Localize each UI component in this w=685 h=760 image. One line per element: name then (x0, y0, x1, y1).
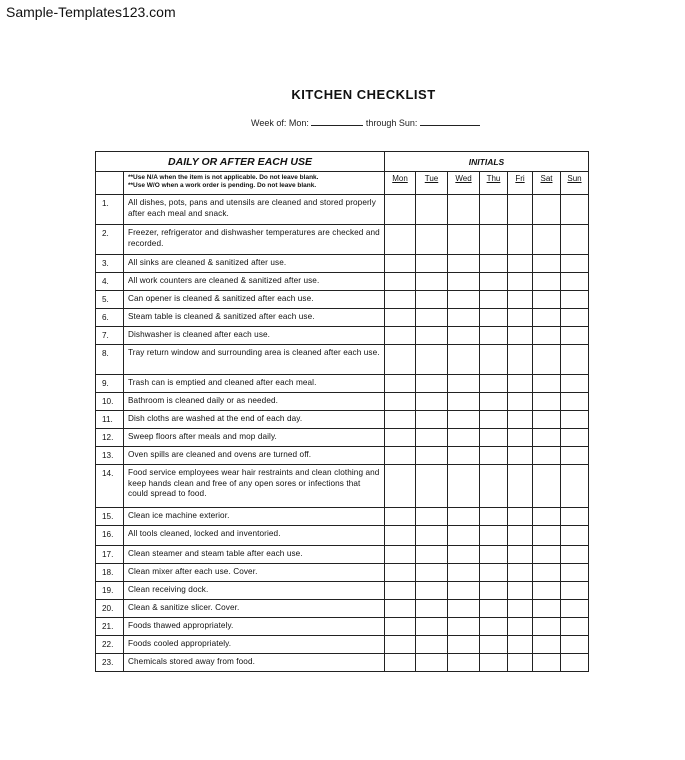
initials-cell-tue[interactable] (416, 618, 448, 636)
initials-cell-mon[interactable] (385, 636, 416, 654)
initials-cell-fri[interactable] (508, 636, 533, 654)
initials-cell-sun[interactable] (561, 345, 589, 375)
task-description: All tools cleaned, locked and inventoried. (124, 526, 385, 546)
initials-header: INITIALS (385, 152, 589, 172)
initials-cell-fri[interactable] (508, 429, 533, 447)
initials-cell-fri[interactable] (508, 654, 533, 672)
task-description: Sweep floors after meals and mop daily. (124, 429, 385, 447)
initials-cell-sun[interactable] (561, 273, 589, 291)
initials-cell-sun[interactable] (561, 654, 589, 672)
row-number: 4. (96, 273, 124, 291)
initials-cell-tue[interactable] (416, 255, 448, 273)
checklist-row (96, 429, 589, 447)
row-number: 20. (96, 600, 124, 618)
initials-cell-wed[interactable] (448, 273, 480, 291)
initials-cell-mon[interactable] (385, 195, 416, 225)
initials-cell-mon[interactable] (385, 618, 416, 636)
initials-cell-sun[interactable] (561, 375, 589, 393)
checklist-row (96, 375, 589, 393)
initials-cell-fri[interactable] (508, 255, 533, 273)
task-description: Steam table is cleaned & sanitized after each use. (124, 309, 385, 327)
initials-cell-fri[interactable] (508, 375, 533, 393)
task-description: Clean & sanitize slicer. Cover. (124, 600, 385, 618)
initials-cell-tue[interactable] (416, 654, 448, 672)
initials-cell-fri[interactable] (508, 273, 533, 291)
initials-cell-sun[interactable] (561, 447, 589, 465)
initials-cell-sat[interactable] (533, 564, 561, 582)
checklist-row (96, 508, 589, 526)
day-header-fri (508, 172, 533, 195)
initials-cell-mon[interactable] (385, 546, 416, 564)
initials-cell-sun[interactable] (561, 508, 589, 526)
initials-cell-mon[interactable] (385, 255, 416, 273)
initials-cell-sat[interactable] (533, 465, 561, 508)
row-number: 15. (96, 508, 124, 526)
blank-num-header (96, 172, 124, 195)
initials-cell-mon[interactable] (385, 327, 416, 345)
instructions-note (124, 172, 385, 195)
task-description: Foods cooled appropriately. (124, 636, 385, 654)
row-number: 5. (96, 291, 124, 309)
initials-cell-wed[interactable] (448, 255, 480, 273)
initials-cell-wed[interactable] (448, 309, 480, 327)
note-line-1: **Use N/A when the item is not applicable. Do not leave blank. (128, 174, 319, 181)
day-header-thu (480, 172, 508, 195)
initials-cell-sun[interactable] (561, 255, 589, 273)
initials-cell-sat[interactable] (533, 582, 561, 600)
initials-cell-sat[interactable] (533, 195, 561, 225)
task-description: All dishes, pots, pans and utensils are cleaned and stored properly after each meal and snack. (124, 195, 385, 225)
initials-cell-fri[interactable] (508, 291, 533, 309)
initials-cell-fri[interactable] (508, 465, 533, 508)
mon-date-blank[interactable] (311, 116, 363, 126)
initials-cell-sun[interactable] (561, 327, 589, 345)
task-description: Freezer, refrigerator and dishwasher temperatures are checked and recorded. (124, 225, 385, 255)
page-title: KITCHEN CHECKLIST (291, 87, 436, 102)
initials-cell-thu[interactable] (480, 291, 508, 309)
initials-cell-sat[interactable] (533, 508, 561, 526)
checklist-row (96, 195, 589, 225)
initials-cell-fri[interactable] (508, 508, 533, 526)
initials-cell-wed[interactable] (448, 345, 480, 375)
initials-cell-mon[interactable] (385, 309, 416, 327)
initials-cell-wed[interactable] (448, 654, 480, 672)
checklist-row (96, 582, 589, 600)
initials-cell-sat[interactable] (533, 255, 561, 273)
checklist-row (96, 291, 589, 309)
initials-cell-thu[interactable] (480, 618, 508, 636)
initials-cell-sat[interactable] (533, 546, 561, 564)
initials-cell-wed[interactable] (448, 600, 480, 618)
initials-cell-fri[interactable] (508, 345, 533, 375)
initials-cell-wed[interactable] (448, 546, 480, 564)
checklist-row (96, 618, 589, 636)
initials-cell-tue[interactable] (416, 195, 448, 225)
row-number: 8. (96, 345, 124, 375)
task-description: All sinks are cleaned & sanitized after use. (124, 255, 385, 273)
row-number: 10. (96, 393, 124, 411)
initials-cell-fri[interactable] (508, 447, 533, 465)
initials-cell-sun[interactable] (561, 636, 589, 654)
checklist-row (96, 393, 589, 411)
checklist-row (96, 526, 589, 546)
initials-cell-mon[interactable] (385, 582, 416, 600)
initials-cell-fri[interactable] (508, 618, 533, 636)
initials-cell-thu[interactable] (480, 393, 508, 411)
initials-cell-wed[interactable] (448, 225, 480, 255)
initials-cell-sun[interactable] (561, 526, 589, 546)
initials-cell-thu[interactable] (480, 564, 508, 582)
initials-cell-tue[interactable] (416, 309, 448, 327)
initials-cell-sat[interactable] (533, 411, 561, 429)
initials-cell-mon[interactable] (385, 393, 416, 411)
initials-cell-sun[interactable] (561, 291, 589, 309)
task-description: Tray return window and surrounding area is cleaned after each use. (124, 345, 385, 375)
row-number: 13. (96, 447, 124, 465)
day-label: Wed (455, 174, 472, 183)
sun-date-blank[interactable] (420, 116, 480, 126)
row-number: 18. (96, 564, 124, 582)
row-number: 17. (96, 546, 124, 564)
checklist-row (96, 327, 589, 345)
initials-cell-wed[interactable] (448, 429, 480, 447)
initials-cell-thu[interactable] (480, 255, 508, 273)
initials-cell-sun[interactable] (561, 465, 589, 508)
day-header-tue (416, 172, 448, 195)
initials-cell-tue[interactable] (416, 582, 448, 600)
row-number: 22. (96, 636, 124, 654)
row-number: 21. (96, 618, 124, 636)
initials-cell-tue[interactable] (416, 375, 448, 393)
initials-cell-wed[interactable] (448, 291, 480, 309)
checklist-row (96, 309, 589, 327)
initials-cell-tue[interactable] (416, 225, 448, 255)
checklist-row (96, 465, 589, 508)
initials-cell-sun[interactable] (561, 309, 589, 327)
day-label: Fri (515, 174, 525, 183)
initials-cell-fri[interactable] (508, 327, 533, 345)
initials-cell-sat[interactable] (533, 375, 561, 393)
initials-cell-wed[interactable] (448, 582, 480, 600)
initials-cell-fri[interactable] (508, 546, 533, 564)
row-number: 19. (96, 582, 124, 600)
task-description: Clean steamer and steam table after each use. (124, 546, 385, 564)
initials-cell-thu[interactable] (480, 309, 508, 327)
initials-cell-sat[interactable] (533, 600, 561, 618)
initials-cell-tue[interactable] (416, 447, 448, 465)
checklist-row (96, 273, 589, 291)
initials-cell-wed[interactable] (448, 411, 480, 429)
initials-cell-thu[interactable] (480, 600, 508, 618)
checklist-row (96, 447, 589, 465)
initials-cell-sun[interactable] (561, 411, 589, 429)
initials-cell-sat[interactable] (533, 225, 561, 255)
initials-cell-thu[interactable] (480, 654, 508, 672)
task-description: Oven spills are cleaned and ovens are turned off. (124, 447, 385, 465)
initials-cell-mon[interactable] (385, 411, 416, 429)
initials-cell-sat[interactable] (533, 273, 561, 291)
initials-cell-fri[interactable] (508, 600, 533, 618)
initials-cell-wed[interactable] (448, 447, 480, 465)
initials-cell-thu[interactable] (480, 429, 508, 447)
initials-cell-sun[interactable] (561, 429, 589, 447)
task-description: All work counters are cleaned & sanitized after use. (124, 273, 385, 291)
initials-cell-tue[interactable] (416, 345, 448, 375)
initials-cell-wed[interactable] (448, 327, 480, 345)
initials-cell-sun[interactable] (561, 393, 589, 411)
initials-cell-tue[interactable] (416, 393, 448, 411)
initials-cell-thu[interactable] (480, 345, 508, 375)
initials-cell-thu[interactable] (480, 375, 508, 393)
initials-cell-sat[interactable] (533, 345, 561, 375)
task-description: Trash can is emptied and cleaned after each meal. (124, 375, 385, 393)
initials-cell-mon[interactable] (385, 526, 416, 546)
initials-cell-tue[interactable] (416, 508, 448, 526)
day-label: Sat (540, 174, 553, 183)
row-number: 7. (96, 327, 124, 345)
initials-cell-fri[interactable] (508, 526, 533, 546)
row-number: 14. (96, 465, 124, 508)
site-watermark: Sample-Templates123.com (6, 4, 176, 20)
checklist-row (96, 255, 589, 273)
initials-cell-tue[interactable] (416, 291, 448, 309)
initials-cell-thu[interactable] (480, 508, 508, 526)
row-number: 9. (96, 375, 124, 393)
initials-cell-tue[interactable] (416, 411, 448, 429)
task-description: Can opener is cleaned & sanitized after each use. (124, 291, 385, 309)
initials-cell-thu[interactable] (480, 526, 508, 546)
row-number: 6. (96, 309, 124, 327)
initials-cell-fri[interactable] (508, 309, 533, 327)
initials-cell-fri[interactable] (508, 582, 533, 600)
initials-cell-sat[interactable] (533, 636, 561, 654)
row-number: 2. (96, 225, 124, 255)
day-label: Sun (567, 174, 582, 183)
initials-cell-wed[interactable] (448, 375, 480, 393)
initials-cell-sat[interactable] (533, 327, 561, 345)
initials-cell-tue[interactable] (416, 546, 448, 564)
initials-cell-mon[interactable] (385, 291, 416, 309)
initials-cell-sun[interactable] (561, 546, 589, 564)
initials-cell-sun[interactable] (561, 564, 589, 582)
initials-cell-mon[interactable] (385, 564, 416, 582)
initials-cell-thu[interactable] (480, 636, 508, 654)
initials-cell-tue[interactable] (416, 526, 448, 546)
initials-cell-wed[interactable] (448, 618, 480, 636)
initials-cell-sat[interactable] (533, 429, 561, 447)
daily-header: DAILY OR AFTER EACH USE (96, 152, 385, 172)
initials-cell-mon[interactable] (385, 429, 416, 447)
initials-cell-thu[interactable] (480, 273, 508, 291)
initials-cell-sun[interactable] (561, 600, 589, 618)
initials-cell-sat[interactable] (533, 526, 561, 546)
row-number: 16. (96, 526, 124, 546)
initials-cell-fri[interactable] (508, 411, 533, 429)
checklist-row (96, 600, 589, 618)
initials-cell-wed[interactable] (448, 636, 480, 654)
initials-cell-fri[interactable] (508, 195, 533, 225)
initials-cell-tue[interactable] (416, 429, 448, 447)
initials-cell-thu[interactable] (480, 327, 508, 345)
initials-cell-mon[interactable] (385, 600, 416, 618)
task-description: Food service employees wear hair restraints and clean clothing and keep hands clean and free of any open sores or infections that could spread to food. (124, 465, 385, 508)
initials-cell-sat[interactable] (533, 393, 561, 411)
day-label: Tue (424, 174, 439, 183)
checklist-row (96, 636, 589, 654)
row-number: 23. (96, 654, 124, 672)
day-label: Mon (392, 174, 408, 183)
row-number: 1. (96, 195, 124, 225)
initials-cell-mon[interactable] (385, 654, 416, 672)
day-header-sun (561, 172, 589, 195)
initials-cell-thu[interactable] (480, 225, 508, 255)
task-description: Dish cloths are washed at the end of each day. (124, 411, 385, 429)
row-number: 12. (96, 429, 124, 447)
task-description: Dishwasher is cleaned after each use. (124, 327, 385, 345)
initials-cell-thu[interactable] (480, 546, 508, 564)
initials-cell-sat[interactable] (533, 654, 561, 672)
initials-cell-sat[interactable] (533, 309, 561, 327)
checklist-row (96, 411, 589, 429)
initials-cell-tue[interactable] (416, 273, 448, 291)
initials-cell-mon[interactable] (385, 508, 416, 526)
initials-cell-thu[interactable] (480, 582, 508, 600)
note-line-2: **Use W/O when a work order is pending. Do not leave blank. (128, 182, 317, 189)
initials-cell-tue[interactable] (416, 564, 448, 582)
initials-cell-wed[interactable] (448, 465, 480, 508)
initials-cell-sat[interactable] (533, 291, 561, 309)
week-middle: through Sun: (365, 118, 418, 128)
initials-cell-sun[interactable] (561, 195, 589, 225)
initials-cell-sun[interactable] (561, 618, 589, 636)
checklist-row (96, 654, 589, 672)
day-header-wed (448, 172, 480, 195)
initials-cell-wed[interactable] (448, 508, 480, 526)
day-label: Thu (486, 174, 501, 183)
initials-cell-thu[interactable] (480, 447, 508, 465)
initials-cell-wed[interactable] (448, 393, 480, 411)
row-number: 11. (96, 411, 124, 429)
week-prefix: Week of: Mon: (251, 118, 309, 128)
initials-cell-mon[interactable] (385, 345, 416, 375)
initials-cell-thu[interactable] (480, 411, 508, 429)
checklist-row (96, 225, 589, 255)
task-description: Chemicals stored away from food. (124, 654, 385, 672)
day-header-sat (533, 172, 561, 195)
initials-cell-mon[interactable] (385, 447, 416, 465)
row-number: 3. (96, 255, 124, 273)
initials-cell-mon[interactable] (385, 375, 416, 393)
day-header-mon (385, 172, 416, 195)
checklist-row (96, 564, 589, 582)
task-description: Bathroom is cleaned daily or as needed. (124, 393, 385, 411)
initials-cell-tue[interactable] (416, 600, 448, 618)
initials-cell-wed[interactable] (448, 564, 480, 582)
task-description: Clean ice machine exterior. (124, 508, 385, 526)
initials-cell-fri[interactable] (508, 393, 533, 411)
initials-cell-tue[interactable] (416, 636, 448, 654)
initials-cell-mon[interactable] (385, 465, 416, 508)
checklist-row (96, 546, 589, 564)
week-line (251, 116, 480, 128)
initials-cell-thu[interactable] (480, 465, 508, 508)
kitchen-checklist-table (95, 151, 589, 672)
initials-cell-sun[interactable] (561, 225, 589, 255)
initials-cell-tue[interactable] (416, 465, 448, 508)
initials-cell-sat[interactable] (533, 618, 561, 636)
initials-cell-fri[interactable] (508, 225, 533, 255)
task-description: Foods thawed appropriately. (124, 618, 385, 636)
initials-cell-sat[interactable] (533, 447, 561, 465)
initials-cell-fri[interactable] (508, 564, 533, 582)
initials-cell-sun[interactable] (561, 582, 589, 600)
checklist-row (96, 345, 589, 375)
task-description: Clean mixer after each use. Cover. (124, 564, 385, 582)
initials-cell-thu[interactable] (480, 195, 508, 225)
task-description: Clean receiving dock. (124, 582, 385, 600)
initials-cell-mon[interactable] (385, 273, 416, 291)
initials-cell-wed[interactable] (448, 526, 480, 546)
initials-cell-mon[interactable] (385, 225, 416, 255)
initials-cell-wed[interactable] (448, 195, 480, 225)
initials-cell-tue[interactable] (416, 327, 448, 345)
